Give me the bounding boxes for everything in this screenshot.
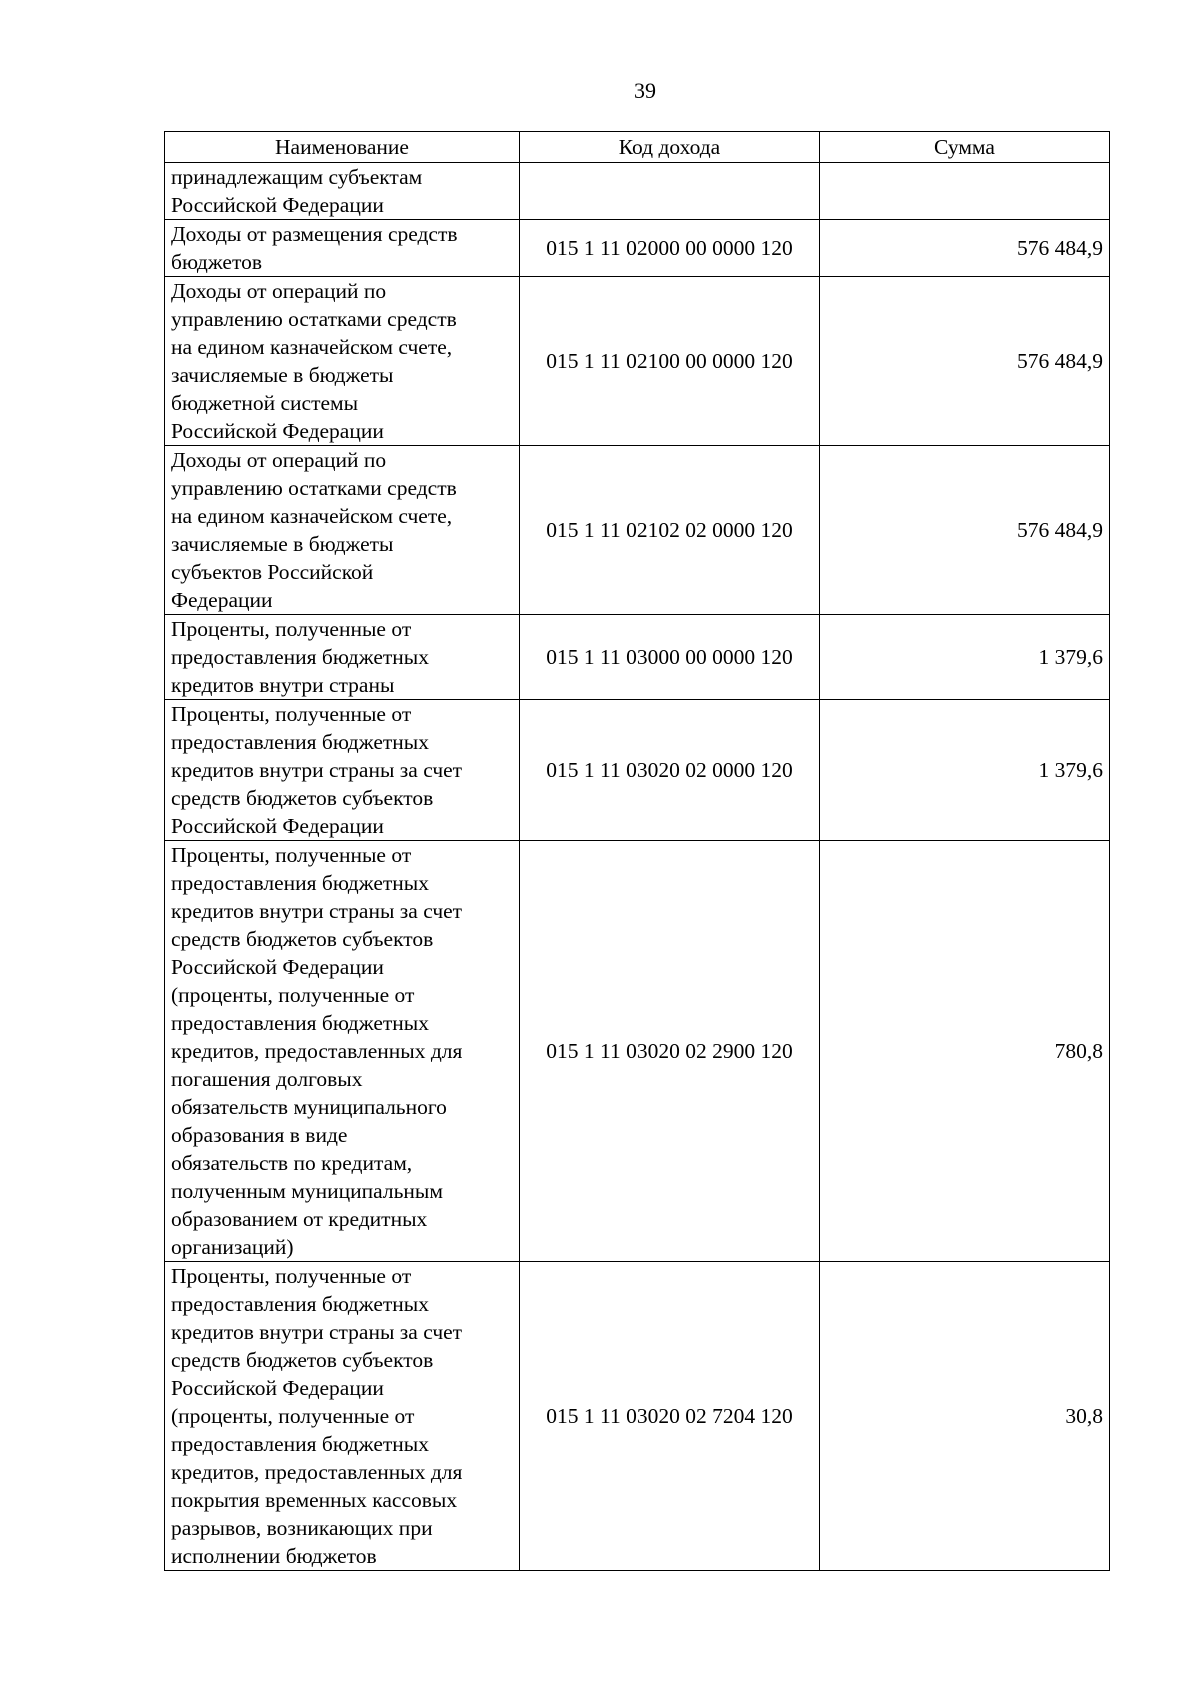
column-header-name: Наименование	[165, 132, 520, 163]
revenue-code-cell: 015 1 11 02102 02 0000 120	[520, 446, 820, 615]
table-row	[165, 1262, 1110, 1571]
revenue-name-cell: Доходы от размещения средств бюджетов	[165, 220, 520, 277]
table-row	[165, 841, 1110, 1262]
revenue-name-cell: Проценты, полученные от предоставления бюджетных кредитов внутри страны за счет средств бюджетов субъектов Российской Федерации (проценты, полученные от предоставления бюджетных кредитов, предоставленных для погашения долговых обязательств муниципального образования в виде обязательств по кредитам, полученным муниципальным образованием от кредитных организаций)	[165, 841, 520, 1262]
column-header-code: Код дохода	[520, 132, 820, 163]
revenue-name-cell: Проценты, полученные от предоставления бюджетных кредитов внутри страны	[165, 615, 520, 700]
revenue-sum-cell: 1 379,6	[820, 700, 1110, 841]
revenue-table	[164, 131, 1110, 1571]
revenue-name-cell: принадлежащим субъектам Российской Федерации	[165, 163, 520, 220]
revenue-sum-cell: 30,8	[820, 1262, 1110, 1571]
revenue-sum-cell: 576 484,9	[820, 446, 1110, 615]
revenue-sum-cell: 780,8	[820, 841, 1110, 1262]
revenue-code-cell: 015 1 11 03000 00 0000 120	[520, 615, 820, 700]
revenue-name-cell: Доходы от операций по управлению остатками средств на едином казначейском счете, зачисляемые в бюджеты субъектов Российской Федерации	[165, 446, 520, 615]
revenue-name-cell: Проценты, полученные от предоставления бюджетных кредитов внутри страны за счет средств бюджетов субъектов Российской Федерации	[165, 700, 520, 841]
column-header-sum: Сумма	[820, 132, 1110, 163]
table-row	[165, 446, 1110, 615]
table-row	[165, 277, 1110, 446]
revenue-sum-cell: 576 484,9	[820, 220, 1110, 277]
revenue-name-cell: Проценты, полученные от предоставления бюджетных кредитов внутри страны за счет средств бюджетов субъектов Российской Федерации (проценты, полученные от предоставления бюджетных кредитов, предоставленных для покрытия временных кассовых разрывов, возникающих при исполнении бюджетов	[165, 1262, 520, 1571]
table-row	[165, 615, 1110, 700]
revenue-code-cell: 015 1 11 02100 00 0000 120	[520, 277, 820, 446]
revenue-code-cell: 015 1 11 03020 02 7204 120	[520, 1262, 820, 1571]
revenue-code-cell: 015 1 11 03020 02 2900 120	[520, 841, 820, 1262]
table-row	[165, 163, 1110, 220]
revenue-code-cell: 015 1 11 02000 00 0000 120	[520, 220, 820, 277]
revenue-code-cell	[520, 163, 820, 220]
revenue-sum-cell: 1 379,6	[820, 615, 1110, 700]
table-header-row	[165, 132, 1110, 163]
revenue-code-cell: 015 1 11 03020 02 0000 120	[520, 700, 820, 841]
page-number: 39	[634, 78, 656, 103]
revenue-sum-cell: 576 484,9	[820, 277, 1110, 446]
revenue-sum-cell	[820, 163, 1110, 220]
revenue-name-cell: Доходы от операций по управлению остатками средств на едином казначейском счете, зачисляемые в бюджеты бюджетной системы Российской Федерации	[165, 277, 520, 446]
table-row	[165, 220, 1110, 277]
table-row	[165, 700, 1110, 841]
